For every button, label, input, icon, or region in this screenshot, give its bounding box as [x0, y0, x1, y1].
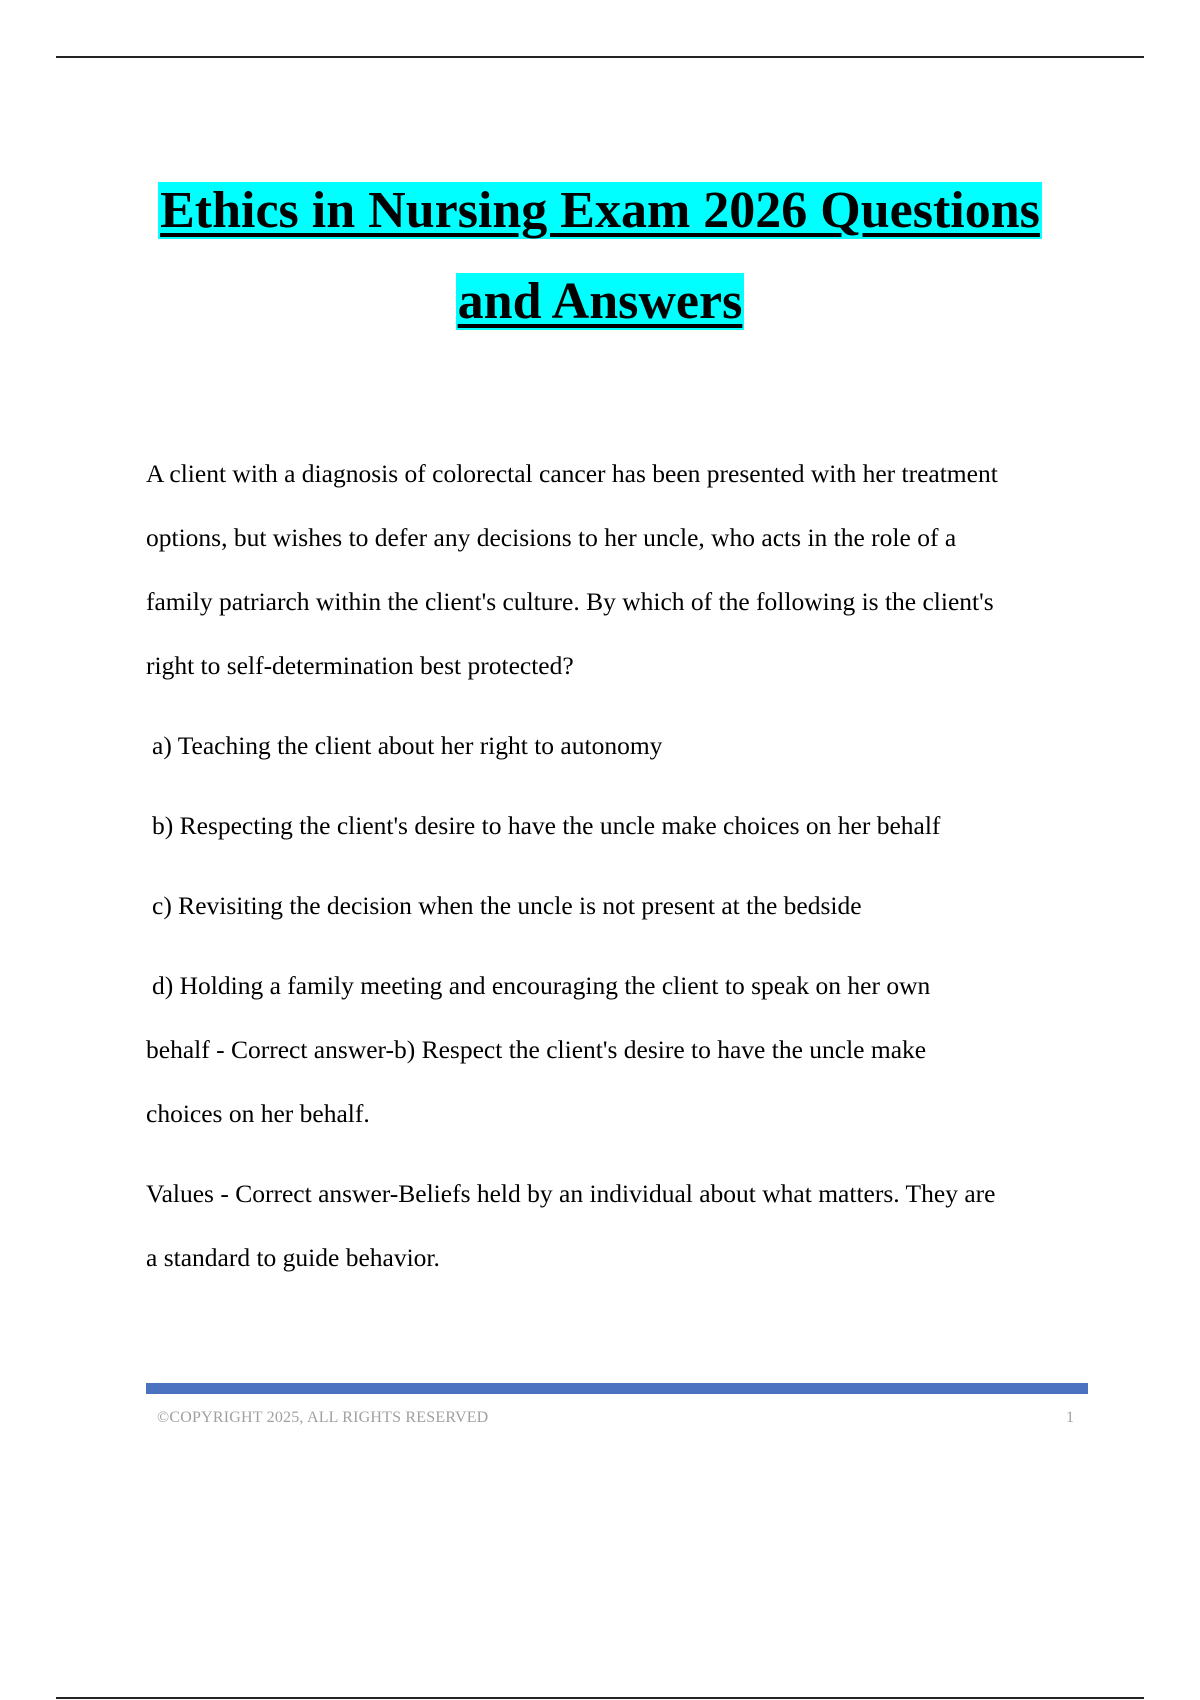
page-number: 1 [1066, 1409, 1074, 1426]
document-body [146, 442, 1096, 1290]
option-d-block [146, 954, 1096, 1146]
option-c: c) Revisiting the decision when the uncle is not present at the bedside [152, 891, 862, 920]
bottom-rule [56, 1697, 1144, 1699]
title-line-2: and Answers [457, 273, 743, 330]
title-line-1: Ethics in Nursing Exam 2026 Questions [160, 182, 1040, 239]
document-title [0, 165, 1200, 347]
option-a: a) Teaching the client about her right to autonomy [152, 731, 663, 760]
question-stem [146, 442, 1096, 698]
top-rule [56, 56, 1144, 58]
values-definition [146, 1162, 1096, 1290]
values-line: Values - Correct answer-Beliefs held by an individual about what matters. They are [146, 1179, 996, 1208]
copyright-text: ©COPYRIGHT 2025, ALL RIGHTS RESERVED [157, 1409, 489, 1426]
values-line: a standard to guide behavior. [146, 1243, 440, 1272]
question-stem-line: right to self-determination best protected? [146, 651, 574, 680]
option-d-answer-line: choices on her behalf. [146, 1099, 370, 1128]
option-b: b) Respecting the client's desire to have the uncle make choices on her behalf [152, 811, 941, 840]
question-stem-line: options, but wishes to defer any decisions to her uncle, who acts in the role of a [146, 523, 957, 552]
question-stem-line: family patriarch within the client's culture. By which of the following is the client's [146, 587, 994, 616]
option-d: d) Holding a family meeting and encouraging the client to speak on her own [152, 971, 931, 1000]
footer-bar [146, 1383, 1088, 1394]
question-stem-line: A client with a diagnosis of colorectal cancer has been presented with her treatment [146, 459, 998, 488]
option-d-answer-line: behalf - Correct answer-b) Respect the client's desire to have the uncle make [146, 1035, 927, 1064]
